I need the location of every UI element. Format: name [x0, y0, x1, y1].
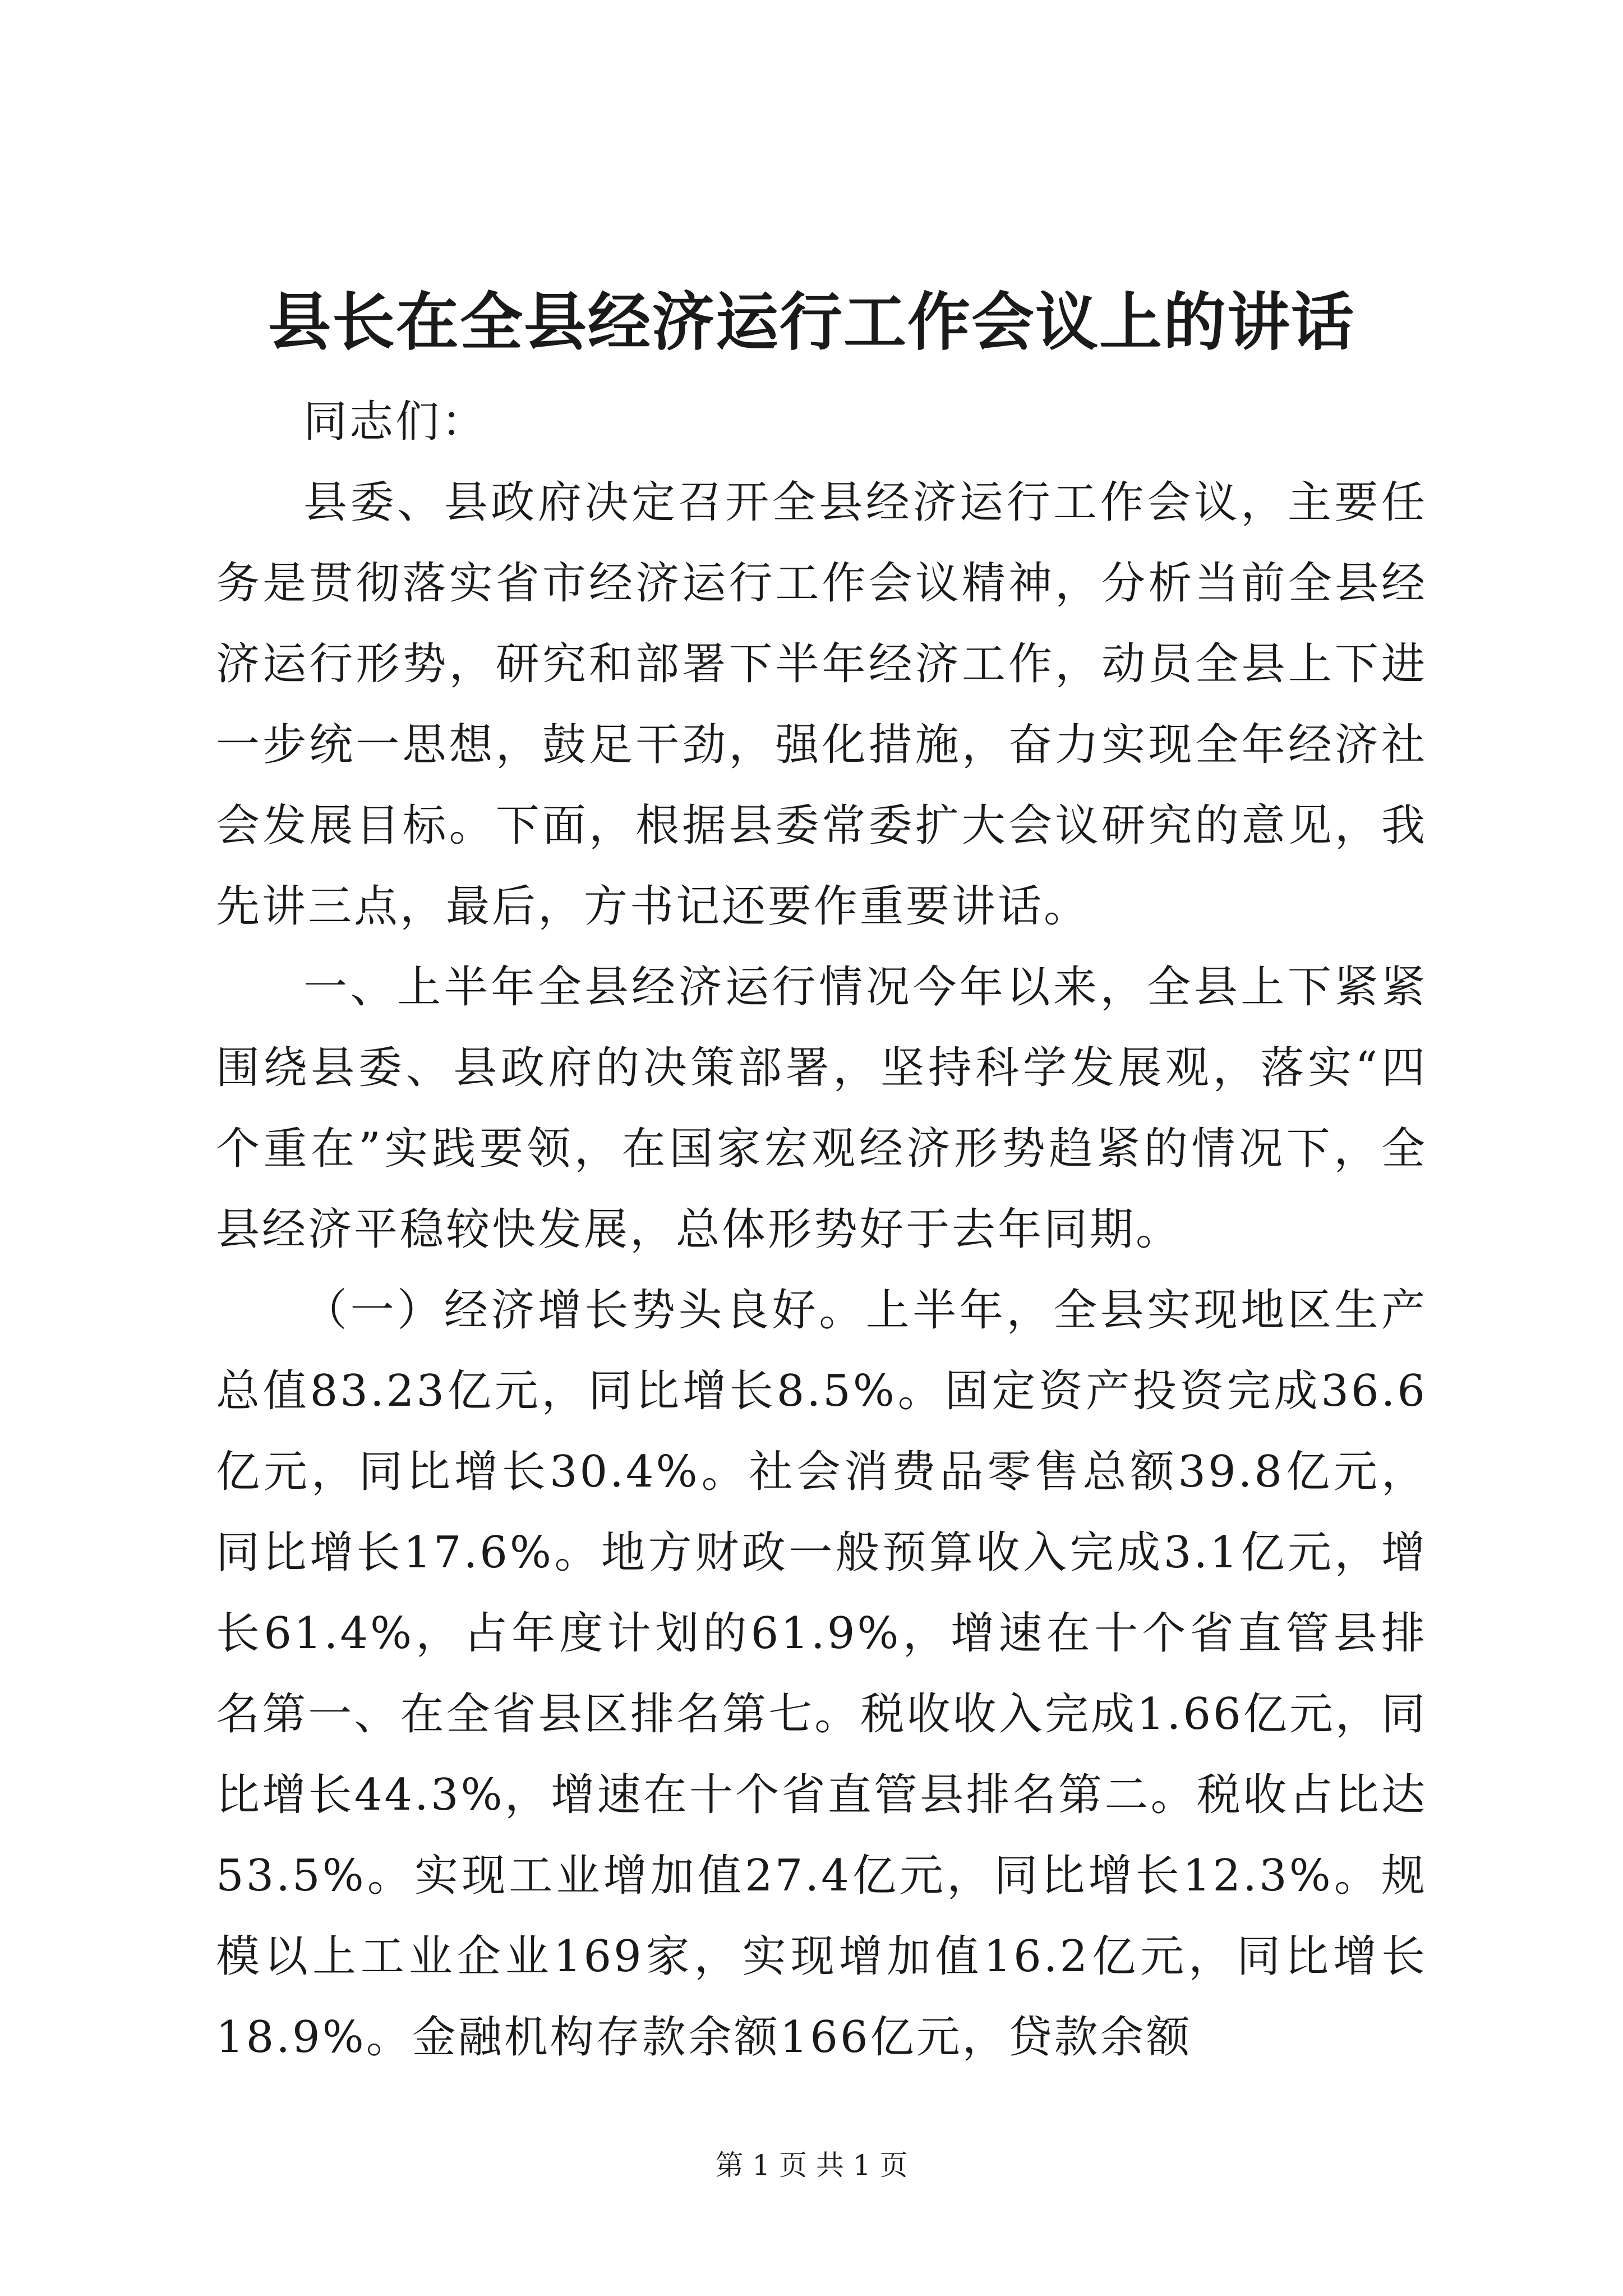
- paragraph-subsection-one: （一）经济增长势头良好。上半年，全县实现地区生产总值83.23亿元，同比增长8.5%。固定资产投资完成36.6亿元，同比增长30.4%。社会消费品零售总额39.8亿元，同比增长17.6%。地方财政一般预算收入完成3.1亿元，增长61.4%，占年度计划的61.9%，增速在十个省直管县排名第一、在全省县区排名第七。税收收入完成1.66亿元，同比增长44.3%，增速在十个省直管县排名第二。税收占比达53.5%。实现工业增加值27.4亿元，同比增长12.3%。规模以上工业企业169家，实现增加值16.2亿元，同比增长18.9%。金融机构存款余额166亿元，贷款余额: [216, 1285, 1427, 2063]
- document-body: [216, 381, 1427, 2078]
- paragraph-intro: 县委、县政府决定召开全县经济运行工作会议，主要任务是贯彻落实省市经济运行工作会议精神，分析当前全县经济运行形势，研究和部署下半年经济工作，动员全县上下进一步统一思想，鼓足干劲，强化措施，奋力实现全年经济社会发展目标。下面，根据县委常委扩大会议研究的意见，我先讲三点，最后，方书记还要作重要讲话。: [216, 477, 1427, 932]
- salutation: 同志们：: [303, 397, 488, 447]
- page-footer: 第 1 页 共 1 页: [715, 2149, 908, 2182]
- document-title: 县长在全县经济运行工作会议上的讲话: [268, 286, 1355, 359]
- paragraph-section-one: 一、上半年全县经济运行情况今年以来，全县上下紧紧围绕县委、县政府的决策部署，坚持科学发展观，落实“四个重在”实践要领，在国家宏观经济形势趋紧的情况下，全县经济平稳较快发展，总体形势好于去年同期。: [216, 962, 1427, 1255]
